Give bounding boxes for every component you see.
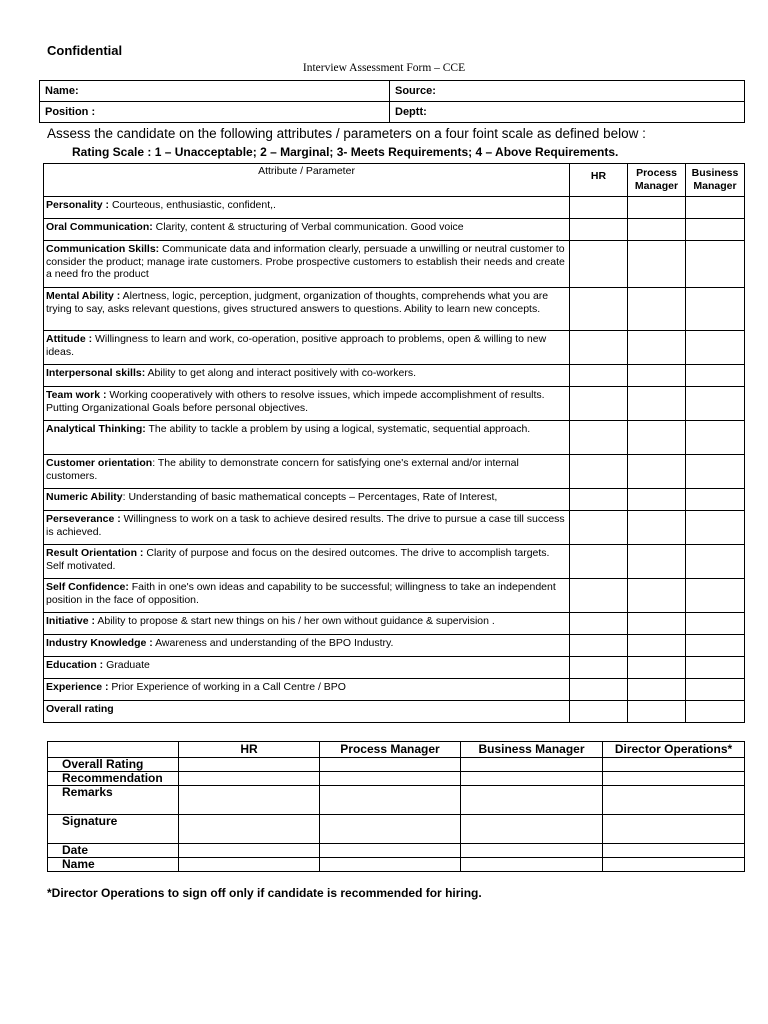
rating-cell-hr[interactable]	[570, 241, 628, 288]
rating-scale: Rating Scale : 1 – Unacceptable; 2 – Marginal; 3- Meets Requirements; 4 – Above Requirements.	[72, 145, 619, 159]
rating-cell-hr[interactable]	[570, 489, 628, 511]
attribute-cell	[44, 701, 570, 723]
rating-cell-process-manager[interactable]	[628, 219, 686, 241]
sign-cell-hr[interactable]	[179, 844, 320, 858]
sign-row	[48, 844, 745, 858]
attribute-row	[44, 545, 745, 579]
attribute-description: Graduate	[103, 659, 150, 671]
attribute-row	[44, 241, 745, 288]
attribute-row	[44, 489, 745, 511]
sign-cell-process-manager[interactable]	[320, 772, 461, 786]
col-attribute-header: Attribute / Parameter	[44, 164, 570, 197]
attribute-row	[44, 579, 745, 613]
attribute-cell	[44, 241, 570, 288]
sign-cell-process-manager[interactable]	[320, 858, 461, 872]
attribute-row	[44, 421, 745, 455]
attribute-description: Clarity of purpose and focus on the desired outcomes. The drive to accomplish targets. Self motivated.	[46, 547, 550, 572]
rating-cell-business-manager[interactable]	[686, 579, 745, 613]
attribute-cell	[44, 657, 570, 679]
rating-cell-process-manager[interactable]	[628, 365, 686, 387]
attribute-label: Experience :	[46, 681, 109, 693]
sign-cell-hr[interactable]	[179, 786, 320, 815]
attribute-label: Customer orientation	[46, 457, 153, 469]
rating-cell-business-manager[interactable]	[686, 489, 745, 511]
sign-cell-process-manager[interactable]	[320, 815, 461, 844]
sign-row	[48, 858, 745, 872]
assess-instructions: Assess the candidate on the following attributes / parameters on a four foint scale as defined below :	[47, 126, 646, 141]
sign-cell-director-operations[interactable]	[603, 858, 745, 872]
info-row-2	[40, 102, 745, 123]
rating-cell-business-manager[interactable]	[686, 613, 745, 635]
sign-row	[48, 786, 745, 815]
col-process-manager-header: Process Manager	[628, 164, 686, 197]
attribute-description: : Understanding of basic mathematical concepts – Percentages, Rate of Interest,	[122, 491, 498, 503]
sign-cell-business-manager[interactable]	[461, 858, 603, 872]
attribute-cell	[44, 579, 570, 613]
name-field[interactable]: Name:	[40, 81, 390, 102]
sign-row-label: Signature	[48, 815, 179, 844]
attribute-row	[44, 365, 745, 387]
sign-row-label: Remarks	[48, 786, 179, 815]
attribute-rating-table	[43, 163, 745, 723]
rating-cell-business-manager[interactable]	[686, 635, 745, 657]
attribute-description: : The ability to demonstrate concern for satisfying one's external and/or internal customers.	[46, 457, 519, 482]
attribute-cell	[44, 331, 570, 365]
rating-cell-business-manager[interactable]	[686, 701, 745, 723]
rating-cell-process-manager[interactable]	[628, 288, 686, 331]
sign-row-label: Overall Rating	[48, 758, 179, 772]
rating-cell-process-manager[interactable]	[628, 613, 686, 635]
footnote: *Director Operations to sign off only if candidate is recommended for hiring.	[47, 886, 482, 900]
rating-cell-hr[interactable]	[570, 219, 628, 241]
attribute-row	[44, 455, 745, 489]
deptt-field[interactable]: Deptt:	[390, 102, 745, 123]
rating-cell-process-manager[interactable]	[628, 331, 686, 365]
sign-header-row	[48, 742, 745, 758]
attribute-cell	[44, 197, 570, 219]
rating-cell-process-manager[interactable]	[628, 545, 686, 579]
col-business-manager-header: Business Manager	[686, 164, 745, 197]
attribute-row	[44, 288, 745, 331]
rating-cell-process-manager[interactable]	[628, 579, 686, 613]
rating-cell-process-manager[interactable]	[628, 421, 686, 455]
attribute-cell	[44, 288, 570, 331]
attribute-row	[44, 613, 745, 635]
attribute-description: Communicate data and information clearly, persuade a unwilling or neutral customer to consider the product; manage irate customers. Probe prospective customers to establish their needs and create a need fro the product	[46, 243, 565, 280]
attribute-label: Oral Communication:	[46, 221, 153, 233]
attribute-description: The ability to tackle a problem by using a logical, systematic, sequential approach.	[145, 423, 531, 435]
sign-cell-hr[interactable]	[179, 758, 320, 772]
attribute-cell	[44, 455, 570, 489]
attribute-row	[44, 679, 745, 701]
rating-cell-process-manager[interactable]	[628, 657, 686, 679]
attribute-label: Personality :	[46, 199, 110, 211]
rating-cell-business-manager[interactable]	[686, 387, 745, 421]
attribute-row	[44, 219, 745, 241]
attribute-row	[44, 701, 745, 723]
rating-cell-business-manager[interactable]	[686, 421, 745, 455]
attribute-cell	[44, 365, 570, 387]
rating-cell-process-manager[interactable]	[628, 455, 686, 489]
attribute-description: Awareness and understanding of the BPO Industry.	[152, 637, 394, 649]
attribute-description: Faith in one's own ideas and capability to be successful; willingness to take an independent position in the face of opposition.	[46, 581, 556, 606]
sign-col-hr: HR	[179, 742, 320, 758]
attribute-row	[44, 657, 745, 679]
rating-cell-business-manager[interactable]	[686, 331, 745, 365]
rating-cell-process-manager[interactable]	[628, 701, 686, 723]
sign-cell-hr[interactable]	[179, 772, 320, 786]
sign-blank-header	[48, 742, 179, 758]
attribute-row	[44, 635, 745, 657]
confidential-label: Confidential	[47, 43, 123, 58]
rating-cell-business-manager[interactable]	[686, 241, 745, 288]
position-field[interactable]: Position :	[40, 102, 390, 123]
attribute-description: Alertness, logic, perception, judgment, organization of thoughts, comprehends what you are trying to say, asks relevant questions, gives structured answers to questions. Ability to learn new concepts.	[46, 290, 549, 315]
sign-row	[48, 772, 745, 786]
info-row-1	[40, 81, 745, 102]
sign-row	[48, 758, 745, 772]
attribute-cell	[44, 511, 570, 545]
attribute-label: Self Confidence:	[46, 581, 129, 593]
attribute-row	[44, 197, 745, 219]
attribute-label: Mental Ability :	[46, 290, 121, 302]
attribute-description: Willingness to work on a task to achieve desired results. The drive to pursue a case till success is achieved.	[46, 513, 565, 538]
rating-cell-business-manager[interactable]	[686, 197, 745, 219]
rating-cell-hr[interactable]	[570, 365, 628, 387]
rating-cell-business-manager[interactable]	[686, 288, 745, 331]
rating-cell-process-manager[interactable]	[628, 387, 686, 421]
attribute-description: Working cooperatively with others to resolve issues, which impede accomplishment of results. Putting Organizational Goals before personal objectives.	[46, 389, 545, 414]
rating-cell-hr[interactable]	[570, 387, 628, 421]
sign-cell-business-manager[interactable]	[461, 815, 603, 844]
rating-cell-hr[interactable]	[570, 613, 628, 635]
rating-cell-business-manager[interactable]	[686, 545, 745, 579]
rating-cell-process-manager[interactable]	[628, 197, 686, 219]
sign-off-table	[47, 741, 745, 872]
attribute-label: Industry Knowledge :	[46, 637, 153, 649]
rating-cell-business-manager[interactable]	[686, 679, 745, 701]
sign-col-business-manager: Business Manager	[461, 742, 603, 758]
source-field[interactable]: Source:	[390, 81, 745, 102]
rating-cell-hr[interactable]	[570, 288, 628, 331]
rating-cell-hr[interactable]	[570, 679, 628, 701]
rating-cell-hr[interactable]	[570, 455, 628, 489]
attribute-cell	[44, 489, 570, 511]
sign-row-label: Name	[48, 858, 179, 872]
attribute-cell	[44, 421, 570, 455]
rating-cell-business-manager[interactable]	[686, 511, 745, 545]
sign-cell-director-operations[interactable]	[603, 786, 745, 815]
sign-cell-director-operations[interactable]	[603, 815, 745, 844]
sign-cell-business-manager[interactable]	[461, 772, 603, 786]
attribute-label: Overall rating	[46, 703, 114, 715]
sign-cell-business-manager[interactable]	[461, 758, 603, 772]
rating-cell-hr[interactable]	[570, 511, 628, 545]
rating-cell-process-manager[interactable]	[628, 679, 686, 701]
attribute-cell	[44, 387, 570, 421]
attribute-description: Ability to get along and interact positively with co-workers.	[145, 367, 416, 379]
rating-cell-hr[interactable]	[570, 197, 628, 219]
sign-cell-director-operations[interactable]	[603, 772, 745, 786]
attribute-cell	[44, 219, 570, 241]
rating-cell-business-manager[interactable]	[686, 219, 745, 241]
attribute-cell	[44, 679, 570, 701]
rating-cell-process-manager[interactable]	[628, 241, 686, 288]
col-hr-header: HR	[570, 164, 628, 197]
attribute-label: Interpersonal skills:	[46, 367, 146, 379]
rating-cell-process-manager[interactable]	[628, 489, 686, 511]
attribute-label: Numeric Ability	[46, 491, 123, 503]
sign-cell-process-manager[interactable]	[320, 758, 461, 772]
attribute-row	[44, 387, 745, 421]
attribute-description: Courteous, enthusiastic, confident,.	[109, 199, 276, 211]
sign-col-process-manager: Process Manager	[320, 742, 461, 758]
attribute-cell	[44, 613, 570, 635]
sign-cell-hr[interactable]	[179, 815, 320, 844]
rating-cell-hr[interactable]	[570, 545, 628, 579]
rating-cell-hr[interactable]	[570, 635, 628, 657]
sign-cell-process-manager[interactable]	[320, 844, 461, 858]
attribute-header-row	[44, 164, 745, 197]
sign-row-label: Date	[48, 844, 179, 858]
attribute-label: Perseverance :	[46, 513, 121, 525]
attribute-row	[44, 331, 745, 365]
sign-row-label: Recommendation	[48, 772, 179, 786]
sign-cell-process-manager[interactable]	[320, 786, 461, 815]
rating-cell-business-manager[interactable]	[686, 455, 745, 489]
attribute-description: Clarity, content & structuring of Verbal communication. Good voice	[152, 221, 464, 233]
attribute-label: Initiative :	[46, 615, 96, 627]
attribute-row	[44, 511, 745, 545]
sign-cell-business-manager[interactable]	[461, 786, 603, 815]
attribute-cell	[44, 545, 570, 579]
attribute-cell	[44, 635, 570, 657]
attribute-label: Result Orientation :	[46, 547, 144, 559]
sign-col-director-operations: Director Operations*	[603, 742, 745, 758]
attribute-label: Communication Skills:	[46, 243, 160, 255]
attribute-description: Prior Experience of working in a Call Centre / BPO	[108, 681, 346, 693]
rating-cell-hr[interactable]	[570, 701, 628, 723]
rating-cell-hr[interactable]	[570, 421, 628, 455]
sign-row	[48, 815, 745, 844]
rating-cell-process-manager[interactable]	[628, 635, 686, 657]
attribute-description: Willingness to learn and work, co-operation, positive approach to problems, open & willing to new ideas.	[46, 333, 547, 358]
attribute-label: Education :	[46, 659, 104, 671]
sign-cell-business-manager[interactable]	[461, 844, 603, 858]
rating-cell-hr[interactable]	[570, 657, 628, 679]
attribute-label: Analytical Thinking:	[46, 423, 146, 435]
form-title: Interview Assessment Form – CCE	[302, 62, 466, 74]
attribute-label: Attitude :	[46, 333, 93, 345]
candidate-info-table	[39, 80, 745, 123]
rating-cell-hr[interactable]	[570, 579, 628, 613]
rating-cell-business-manager[interactable]	[686, 365, 745, 387]
rating-cell-hr[interactable]	[570, 331, 628, 365]
attribute-label: Team work :	[46, 389, 107, 401]
sign-cell-director-operations[interactable]	[603, 758, 745, 772]
sign-cell-director-operations[interactable]	[603, 844, 745, 858]
attribute-description: Ability to propose & start new things on his / her own without guidance & supervision .	[95, 615, 495, 627]
sign-cell-hr[interactable]	[179, 858, 320, 872]
rating-cell-process-manager[interactable]	[628, 511, 686, 545]
rating-cell-business-manager[interactable]	[686, 657, 745, 679]
